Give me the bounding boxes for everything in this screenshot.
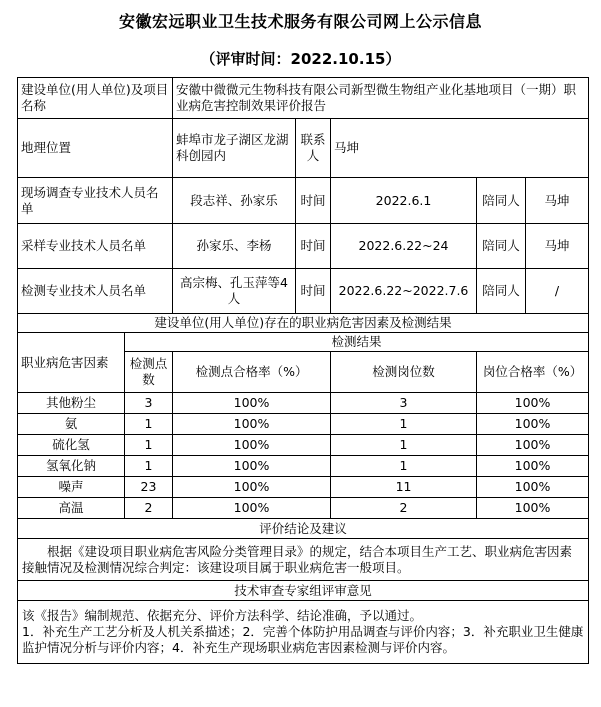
conclusion-text: 根据《建设项目职业病危害风险分类管理目录》的规定，结合本项目生产工艺、职业病危害因素接触情况及检测情况综合判定：该建设项目属于职业病危害一般项目。 (18, 539, 589, 581)
testing-label: 检测专业技术人员名单 (18, 269, 173, 314)
hazards-section-title: 建设单位(用人单位)存在的职业病危害因素及检测结果 (18, 314, 589, 333)
factor-cell: 氢氧化钠 (18, 456, 125, 477)
review-suggestions: 1．补充生产工艺分析及人机关系描述；2．完善个体防护用品调查与评价内容；3．补充职业卫生健康监护情况分析与评价内容；4．补充生产现场职业病危害因素检测与评价内容。 (22, 624, 584, 655)
sampling-accompany-label: 陪同人 (477, 224, 526, 269)
review-row (18, 601, 589, 664)
table-row (18, 435, 589, 456)
survey-row (18, 178, 589, 224)
point-rate-cell: 100% (173, 393, 331, 414)
testing-row (18, 269, 589, 314)
survey-staff: 段志祥、孙家乐 (173, 178, 296, 224)
testing-time-label: 时间 (296, 269, 331, 314)
post-rate-header: 岗位合格率（%） (477, 352, 589, 393)
testing-accompany: / (526, 269, 589, 314)
conclusion-row (18, 539, 589, 581)
posts-header: 检测岗位数 (331, 352, 477, 393)
contact-value: 马坤 (331, 119, 589, 178)
page-title: 安徽宏远职业卫生技术服务有限公司网上公示信息 (118, 12, 482, 31)
table-row (18, 498, 589, 519)
point-rate-cell: 100% (173, 498, 331, 519)
post-rate-cell: 100% (477, 456, 589, 477)
sampling-accompany: 马坤 (526, 224, 589, 269)
post-rate-cell: 100% (477, 393, 589, 414)
points-cell: 23 (125, 477, 173, 498)
posts-cell: 2 (331, 498, 477, 519)
conclusion-title-row (18, 519, 589, 539)
sampling-label: 采样专业技术人员名单 (18, 224, 173, 269)
review-content (18, 601, 589, 664)
point-rate-header: 检测点合格率（%） (173, 352, 331, 393)
factor-header: 职业病危害因素 (18, 333, 125, 393)
testing-staff: 高宗梅、孔玉萍等4人 (173, 269, 296, 314)
location-label: 地理位置 (18, 119, 173, 178)
survey-label: 现场调查专业技术人员名单 (18, 178, 173, 224)
review-title: 技术审查专家组评审意见 (18, 581, 589, 601)
survey-accompany-label: 陪同人 (477, 178, 526, 224)
disclosure-table (17, 77, 589, 664)
factor-cell: 硫化氢 (18, 435, 125, 456)
contact-label: 联系人 (296, 119, 331, 178)
table-row (18, 414, 589, 435)
points-cell: 2 (125, 498, 173, 519)
project-row (18, 78, 589, 119)
post-rate-cell: 100% (477, 435, 589, 456)
factor-cell: 噪声 (18, 477, 125, 498)
testing-time: 2022.6.22~2022.7.6 (331, 269, 477, 314)
posts-cell: 1 (331, 456, 477, 477)
table-row (18, 477, 589, 498)
sampling-time: 2022.6.22~24 (331, 224, 477, 269)
survey-time: 2022.6.1 (331, 178, 477, 224)
post-rate-cell: 100% (477, 414, 589, 435)
results-header: 检测结果 (125, 333, 589, 352)
sampling-row (18, 224, 589, 269)
point-rate-cell: 100% (173, 456, 331, 477)
posts-cell: 11 (331, 477, 477, 498)
table-row (18, 456, 589, 477)
point-rate-cell: 100% (173, 477, 331, 498)
conclusion-title: 评价结论及建议 (18, 519, 589, 539)
location-value: 蚌埠市龙子湖区龙湖科创园内 (173, 119, 296, 178)
points-header: 检测点数 (125, 352, 173, 393)
testing-accompany-label: 陪同人 (477, 269, 526, 314)
points-cell: 1 (125, 456, 173, 477)
points-cell: 1 (125, 414, 173, 435)
factor-cell: 其他粉尘 (18, 393, 125, 414)
post-rate-cell: 100% (477, 498, 589, 519)
points-cell: 1 (125, 435, 173, 456)
posts-cell: 1 (331, 435, 477, 456)
factor-cell: 氨 (18, 414, 125, 435)
hazards-header-row (18, 333, 589, 352)
survey-time-label: 时间 (296, 178, 331, 224)
posts-cell: 1 (331, 414, 477, 435)
review-date: （评审时间：2022.10.15） (200, 50, 401, 68)
sampling-time-label: 时间 (296, 224, 331, 269)
point-rate-cell: 100% (173, 435, 331, 456)
unit-value: 安徽中微微元生物科技有限公司新型微生物组产业化基地项目（一期）职业病危害控制效果评价报告 (173, 78, 589, 119)
survey-accompany: 马坤 (526, 178, 589, 224)
points-cell: 3 (125, 393, 173, 414)
table-row (18, 393, 589, 414)
sampling-staff: 孙家乐、李杨 (173, 224, 296, 269)
location-row (18, 119, 589, 178)
post-rate-cell: 100% (477, 477, 589, 498)
unit-label: 建设单位(用人单位)及项目名称 (18, 78, 173, 119)
factor-cell: 高温 (18, 498, 125, 519)
hazards-section-row (18, 314, 589, 333)
review-opinion: 该《报告》编制规范、依据充分、评价方法科学、结论准确，予以通过。 (22, 608, 423, 623)
posts-cell: 3 (331, 393, 477, 414)
review-title-row (18, 581, 589, 601)
point-rate-cell: 100% (173, 414, 331, 435)
